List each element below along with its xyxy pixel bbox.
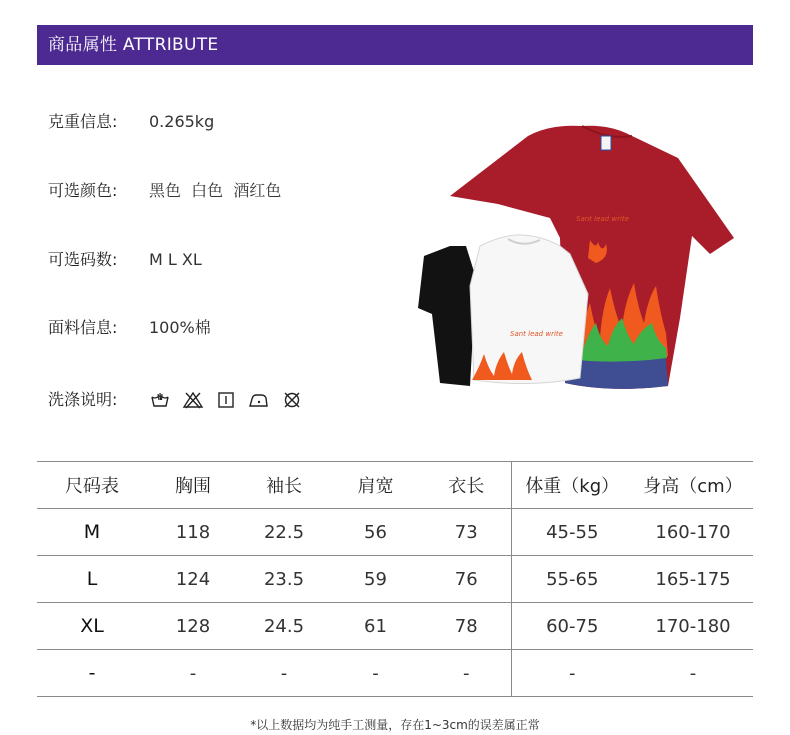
- attribute-label: 克重信息:: [48, 112, 118, 131]
- table-cell: 78: [422, 603, 511, 650]
- white-tshirt-print-text: Sant lead write: [510, 330, 563, 338]
- column-header-size: 尺码表: [37, 462, 147, 509]
- column-header-shoulder: 肩宽: [329, 462, 422, 509]
- attribute-label: 面料信息:: [48, 318, 118, 337]
- column-header-chest: 胸围: [147, 462, 239, 509]
- table-cell: 118: [147, 509, 239, 556]
- table-cell: 165-175: [633, 556, 753, 603]
- table-cell: 76: [422, 556, 511, 603]
- table-cell: 124: [147, 556, 239, 603]
- table-cell: -: [511, 650, 633, 697]
- attribute-value: 100%棉: [149, 318, 211, 337]
- column-header-height: 身高（cm）: [633, 462, 753, 509]
- table-cell: -: [422, 650, 511, 697]
- attribute-value: 黑色 白色 酒红色: [149, 181, 282, 200]
- table-cell: L: [37, 556, 147, 603]
- size-table-header: [37, 462, 753, 509]
- attribute-value: 0.265kg: [149, 112, 215, 131]
- size-table: [37, 461, 753, 697]
- table-cell: -: [239, 650, 329, 697]
- red-tshirt-print-text: Sant lead write: [576, 215, 629, 223]
- product-image: [410, 118, 740, 408]
- table-cell: 61: [329, 603, 422, 650]
- table-cell: 45-55: [511, 509, 633, 556]
- do-not-dry-clean-icon: [281, 390, 303, 410]
- attribute-label: 可选码数:: [48, 250, 118, 269]
- column-header-sleeve: 袖长: [239, 462, 329, 509]
- table-row: [37, 509, 753, 556]
- table-cell: 128: [147, 603, 239, 650]
- black-tshirt: [418, 246, 476, 386]
- table-cell: -: [329, 650, 422, 697]
- table-cell: 24.5: [239, 603, 329, 650]
- table-cell: -: [147, 650, 239, 697]
- table-cell: 56: [329, 509, 422, 556]
- column-header-weight: 体重（kg）: [511, 462, 633, 509]
- white-tshirt: [470, 235, 588, 384]
- table-cell: -: [37, 650, 147, 697]
- section-header: [37, 25, 753, 65]
- care-icons: [149, 390, 303, 410]
- table-cell: 73: [422, 509, 511, 556]
- tumble-dry-icon: [215, 390, 237, 410]
- attribute-label: 可选颜色:: [48, 181, 118, 200]
- table-cell: 160-170: [633, 509, 753, 556]
- measurement-note: *以上数据均为纯手工测量，存在1~3cm的误差属正常: [250, 718, 540, 732]
- iron-low-icon: [248, 390, 270, 410]
- table-row: [37, 603, 753, 650]
- table-cell: 170-180: [633, 603, 753, 650]
- table-cell: 55-65: [511, 556, 633, 603]
- attribute-value: M L XL: [149, 250, 202, 269]
- table-cell: 59: [329, 556, 422, 603]
- do-not-bleach-icon: [182, 390, 204, 410]
- table-row: [37, 650, 753, 697]
- attribute-label: 洗涤说明:: [48, 390, 118, 409]
- table-row: [37, 556, 753, 603]
- hand-wash-icon: [149, 390, 171, 410]
- section-title: 商品属性 ATTRIBUTE: [48, 35, 219, 55]
- table-cell: 60-75: [511, 603, 633, 650]
- table-cell: M: [37, 509, 147, 556]
- table-cell: 22.5: [239, 509, 329, 556]
- column-header-length: 衣长: [422, 462, 511, 509]
- table-cell: XL: [37, 603, 147, 650]
- table-cell: -: [633, 650, 753, 697]
- table-cell: 23.5: [239, 556, 329, 603]
